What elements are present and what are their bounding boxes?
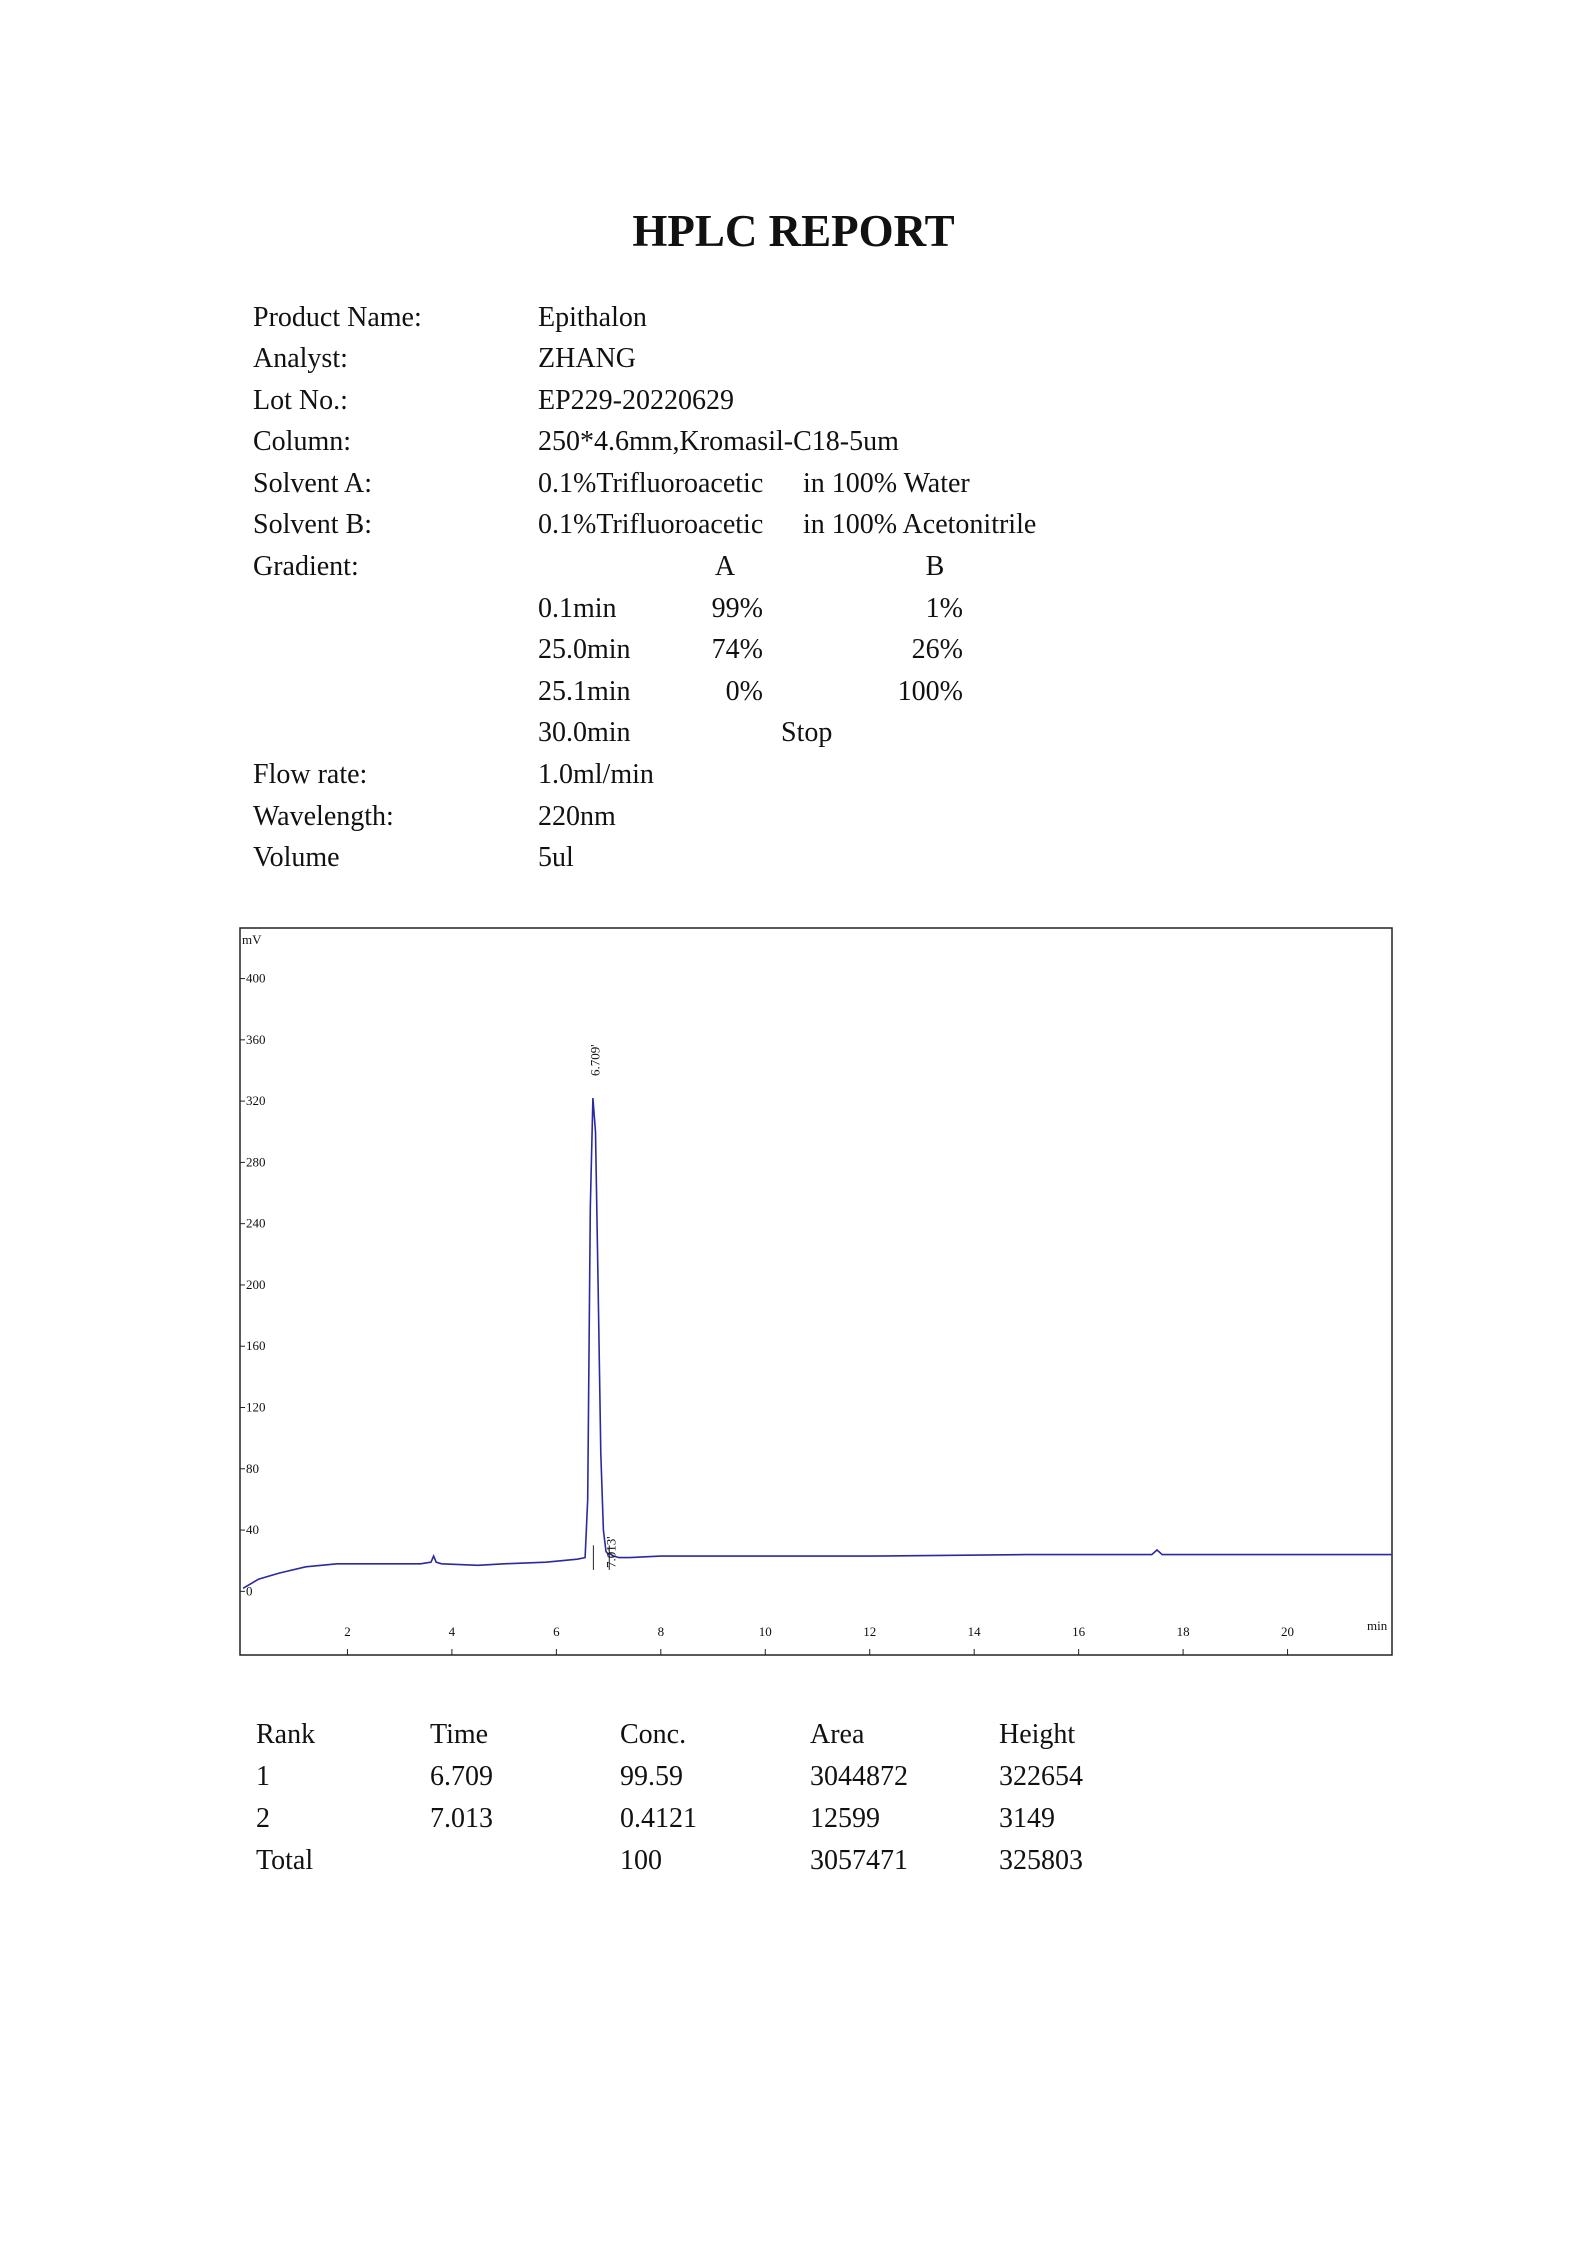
gradient-stop-time: 30.0min <box>538 717 631 748</box>
results-header-height: Height <box>999 1719 1076 1750</box>
gradient-stop-label: Stop <box>781 717 833 748</box>
product-name-value: Epithalon <box>538 302 647 333</box>
x-tick-label: 8 <box>657 1624 665 1639</box>
lot-label: Lot No.: <box>253 385 348 416</box>
results-cell-conc: 100 <box>620 1845 662 1876</box>
chart-frame <box>240 928 1392 1655</box>
y-tick-label: 320 <box>246 1093 266 1109</box>
results-cell-time: 7.013 <box>430 1803 493 1834</box>
solvent-a-label: Solvent A: <box>253 468 373 499</box>
lot-value: EP229-20220629 <box>538 385 734 416</box>
peak-label: 7.013' <box>603 1536 619 1568</box>
gradient-b: 100% <box>897 676 963 707</box>
results-header-conc: Conc. <box>620 1719 687 1750</box>
column-label: Column: <box>253 426 352 457</box>
report-title: HPLC REPORT <box>632 206 955 256</box>
volume-value: 5ul <box>538 842 574 873</box>
x-tick-label: 2 <box>344 1624 351 1639</box>
x-tick-label: 10 <box>758 1624 772 1639</box>
product-name-label: Product Name: <box>253 302 422 333</box>
results-cell-rank: Total <box>256 1845 314 1876</box>
analyst-value: ZHANG <box>538 343 636 374</box>
results-cell-height: 325803 <box>999 1845 1083 1876</box>
analyst-label: Analyst: <box>253 343 348 374</box>
gradient-time: 25.0min <box>538 634 631 665</box>
results-header-time: Time <box>430 1719 489 1750</box>
solvent-a-value: 0.1%Trifluoroacetic <box>538 468 764 499</box>
results-cell-time: 6.709 <box>430 1761 493 1792</box>
y-tick-label: 80 <box>246 1460 259 1476</box>
y-tick-label: 40 <box>246 1522 259 1538</box>
wavelength-label: Wavelength: <box>253 801 394 832</box>
results-cell-area: 3044872 <box>810 1761 908 1792</box>
column-value: 250*4.6mm,Kromasil-C18-5um <box>538 426 899 457</box>
solvent-b-value: 0.1%Trifluoroacetic <box>538 509 764 540</box>
x-tick-label: 14 <box>967 1624 981 1639</box>
x-tick-label: 16 <box>1072 1624 1086 1639</box>
gradient-b: 1% <box>925 593 963 624</box>
results-cell-rank: 1 <box>256 1761 270 1792</box>
y-tick-label: 400 <box>246 970 266 986</box>
gradient-a: 74% <box>711 634 763 665</box>
x-tick-label: 20 <box>1281 1624 1295 1639</box>
chromatogram-trace <box>243 1098 1392 1588</box>
solvent-b-label: Solvent B: <box>253 509 373 540</box>
gradient-a: 99% <box>711 593 763 624</box>
x-tick-label: 4 <box>448 1624 456 1639</box>
gradient-a: 0% <box>725 676 763 707</box>
peak-label: 6.709' <box>587 1044 603 1076</box>
gradient-header-a: A <box>714 551 736 582</box>
volume-label: Volume <box>253 842 340 873</box>
results-cell-height: 322654 <box>999 1761 1083 1792</box>
x-tick-label: 6 <box>553 1624 560 1639</box>
flow-rate-label: Flow rate: <box>253 759 368 790</box>
y-tick-label: 280 <box>246 1154 266 1170</box>
y-axis-ticks <box>240 971 266 1599</box>
results-cell-area: 12599 <box>810 1803 880 1834</box>
results-cell-area: 3057471 <box>810 1845 908 1876</box>
y-axis-unit: mV <box>242 932 262 947</box>
y-tick-label: 240 <box>246 1215 266 1231</box>
y-tick-label: 360 <box>246 1031 266 1047</box>
flow-rate-value: 1.0ml/min <box>538 759 654 790</box>
results-cell-conc: 0.4121 <box>620 1803 697 1834</box>
gradient-label: Gradient: <box>253 551 359 582</box>
gradient-time: 25.1min <box>538 676 631 707</box>
y-tick-label: 120 <box>246 1399 266 1415</box>
x-tick-label: 18 <box>1176 1624 1190 1639</box>
gradient-header-b: B <box>925 551 945 582</box>
x-tick-label: 12 <box>863 1624 877 1639</box>
results-cell-rank: 2 <box>256 1803 270 1834</box>
solvent-b-medium: in 100% Acetonitrile <box>803 509 1037 540</box>
gradient-time: 0.1min <box>538 593 617 624</box>
x-axis-unit: min <box>1367 1618 1388 1633</box>
gradient-b: 26% <box>911 634 963 665</box>
wavelength-value: 220nm <box>538 801 616 832</box>
results-header-rank: Rank <box>256 1719 316 1750</box>
x-axis-ticks <box>344 1624 1294 1655</box>
results-cell-height: 3149 <box>999 1803 1055 1834</box>
y-tick-label: 160 <box>246 1338 266 1354</box>
solvent-a-medium: in 100% Water <box>803 468 970 499</box>
y-tick-label: 0 <box>246 1583 253 1599</box>
y-tick-label: 200 <box>246 1276 266 1292</box>
results-cell-conc: 99.59 <box>620 1761 683 1792</box>
results-header-area: Area <box>810 1719 865 1750</box>
